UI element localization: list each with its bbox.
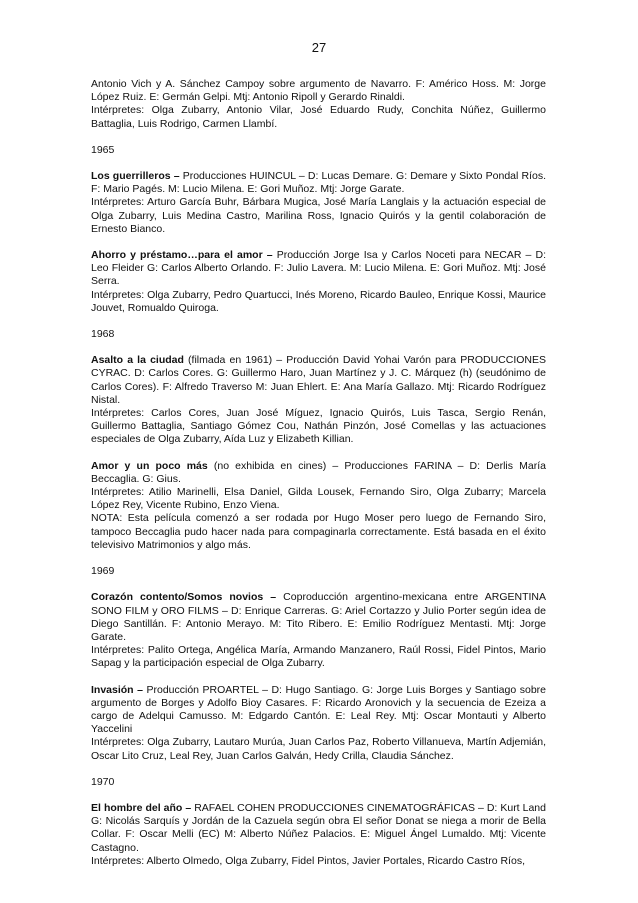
year-heading: 1968 bbox=[91, 328, 115, 341]
year-heading: 1965 bbox=[91, 143, 115, 156]
film-header bbox=[91, 684, 546, 737]
film-entry bbox=[91, 591, 546, 670]
film-credits: RAFAEL COHEN PRODUCCIONES CINEMATOGRÁFICAS – D: Kurt Land G: Nicolás Sarquís y Jordán de la Cazuela según obra El señor Donat se niega a morir de Bella Collar. F: Oscar Melli (EC) M: Alberto Núñez Palacios. E: Miguel Ángel Lumaldo. Mtj: Vicente Castagno. bbox=[91, 801, 546, 854]
text-line: Intérpretes: Palito Ortega, Angélica María, Armando Manzanero, Raúl Rossi, Fidel Pintos, Mario Sapag y la participación especial de Olga Zubarry. bbox=[91, 644, 546, 670]
film-title: Corazón contento/Somos novios – bbox=[91, 591, 277, 604]
film-header bbox=[91, 802, 546, 855]
year-heading: 1969 bbox=[91, 565, 115, 578]
film-header bbox=[91, 249, 546, 289]
film-title: Amor y un poco más bbox=[91, 459, 208, 472]
film-entry bbox=[91, 460, 546, 552]
text-line: Intérpretes: Carlos Cores, Juan José Míguez, Ignacio Quirós, Luis Tasca, Sergio Renán, Guillermo Battaglia, Santiago Gómez Cou, Nathán Pinzón, José Comellas y las actuaciones especiales de Olga Zubarry, Aída Luz y Elizabeth Killian. bbox=[91, 407, 546, 446]
text-line: Intérpretes: Atilio Marinelli, Elsa Daniel, Gilda Lousek, Fernando Siro, Olga Zubarry; Marcela López Rey, Vicente Rubino, Enzo Viena. bbox=[91, 486, 546, 512]
film-header bbox=[91, 460, 546, 486]
film-title: Los guerrilleros – bbox=[91, 170, 180, 183]
text-line: Intérpretes: Olga Zubarry, Antonio Vilar, José Eduardo Rudy, Conchita Núñez, Guillermo Battaglia, Luis Rodrigo, Carmen Llambí. bbox=[91, 104, 546, 130]
film-entry bbox=[91, 249, 546, 315]
film-credits: Producción Jorge Isa y Carlos Noceti para NECAR – D: Leo Fleider G: Carlos Alberto Orlando. F: Julio Lavera. M: Lucio Milena. E: Gori Muñoz. Mtj: José Serra. bbox=[91, 249, 546, 288]
film-title: Ahorro y préstamo…para el amor – bbox=[91, 249, 273, 262]
text-line: Intérpretes: Olga Zubarry, Lautaro Murúa, Juan Carlos Paz, Roberto Villanueva, Martín Adjemián, Oscar Lito Cruz, Leal Rey, Juan Carlos Galván, Hedy Crilla, Claudia Sánchez. bbox=[91, 736, 546, 762]
film-header bbox=[91, 591, 546, 644]
film-entry bbox=[91, 802, 546, 868]
document-body bbox=[91, 78, 546, 881]
page-number: 27 bbox=[311, 40, 327, 55]
text-line: NOTA: Esta película comenzó a ser rodada por Hugo Moser pero luego de Fernando Siro, tampoco Beccaglia pudo hacer nada para compaginarla correctamente. Está basada en el éxito televisivo Matrimonios y algo más. bbox=[91, 512, 546, 551]
film-entry bbox=[91, 354, 546, 446]
film-title: Asalto a la ciudad bbox=[91, 354, 184, 367]
year-heading: 1970 bbox=[91, 775, 115, 788]
paragraph bbox=[91, 78, 546, 131]
film-credits: (no exhibida en cines) – Producciones FARINA – D: Derlis María Beccaglia. G: Gius. bbox=[91, 459, 546, 485]
film-credits: Producciones HUINCUL – D: Lucas Demare. G: Demare y Sixto Pondal Ríos. F: Mario Pagés. M: Lucio Milena. E: Gori Muñoz. Mtj: Jorge Garate. bbox=[91, 170, 546, 196]
text-line: Intérpretes: Olga Zubarry, Pedro Quartucci, Inés Moreno, Ricardo Bauleo, Enrique Kossi, Maurice Jouvet, Romualdo Quiroga. bbox=[91, 288, 546, 314]
film-header bbox=[91, 170, 546, 196]
film-title: Invasión – bbox=[91, 683, 143, 696]
text-line: Intérpretes: Alberto Olmedo, Olga Zubarry, Fidel Pintos, Javier Portales, Ricardo Castro Ríos, bbox=[91, 854, 525, 867]
text-line: Antonio Vich y A. Sánchez Campoy sobre argumento de Navarro. F: Américo Hoss. M: Jorge López Ruiz. E: Germán Gelpi. Mtj: Antonio Ripoll y Gerardo Rinaldi. bbox=[91, 78, 546, 104]
film-credits: Coproducción argentino-mexicana entre ARGENTINA SONO FILM y ORO FILMS – D: Enrique Carreras. G: Ariel Cortazzo y Julio Porter según idea de Diego Santillán. F: Antonio Merayo. M: Tito Ribero. E: Emilio Rodríguez Mentasti. Mtj: Jorge Garate. bbox=[91, 591, 546, 643]
text-line: Intérpretes: Arturo García Buhr, Bárbara Mugica, José María Langlais y la actuación especial de Olga Zubarry, Luis Medina Castro, Marilina Ross, Ignacio Quirós y la gentil colaboración de Ernesto Bianco. bbox=[91, 196, 546, 235]
film-credits: (filmada en 1961) – Producción David Yohai Varón para PRODUCCIONES CYRAC. D: Carlos Cores. G: Guillermo Haro, Juan Martínez y J. C. Márquez (h) (seudónimo de Carlos Cores). F: Alfredo Traverso M: Juan Ehlert. E: Ana María Gallazo. Mtj: Ricardo Rodríguez Nistal. bbox=[91, 354, 547, 406]
film-entry bbox=[91, 170, 546, 236]
film-header bbox=[91, 354, 546, 407]
film-title: El hombre del año – bbox=[91, 801, 192, 814]
film-entry bbox=[91, 684, 546, 763]
film-credits: Producción PROARTEL – D: Hugo Santiago. G: Jorge Luis Borges y Santiago sobre argumento de Borges y Adolfo Bioy Casares. F: Ricardo Aronovich y la secuencia de Ezeiza a cargo de Adelqui Camusso. M: Edgardo Cantón. E: Leal Rey. Mtj: Oscar Montauti y Alberto Yaccelini bbox=[91, 683, 546, 736]
